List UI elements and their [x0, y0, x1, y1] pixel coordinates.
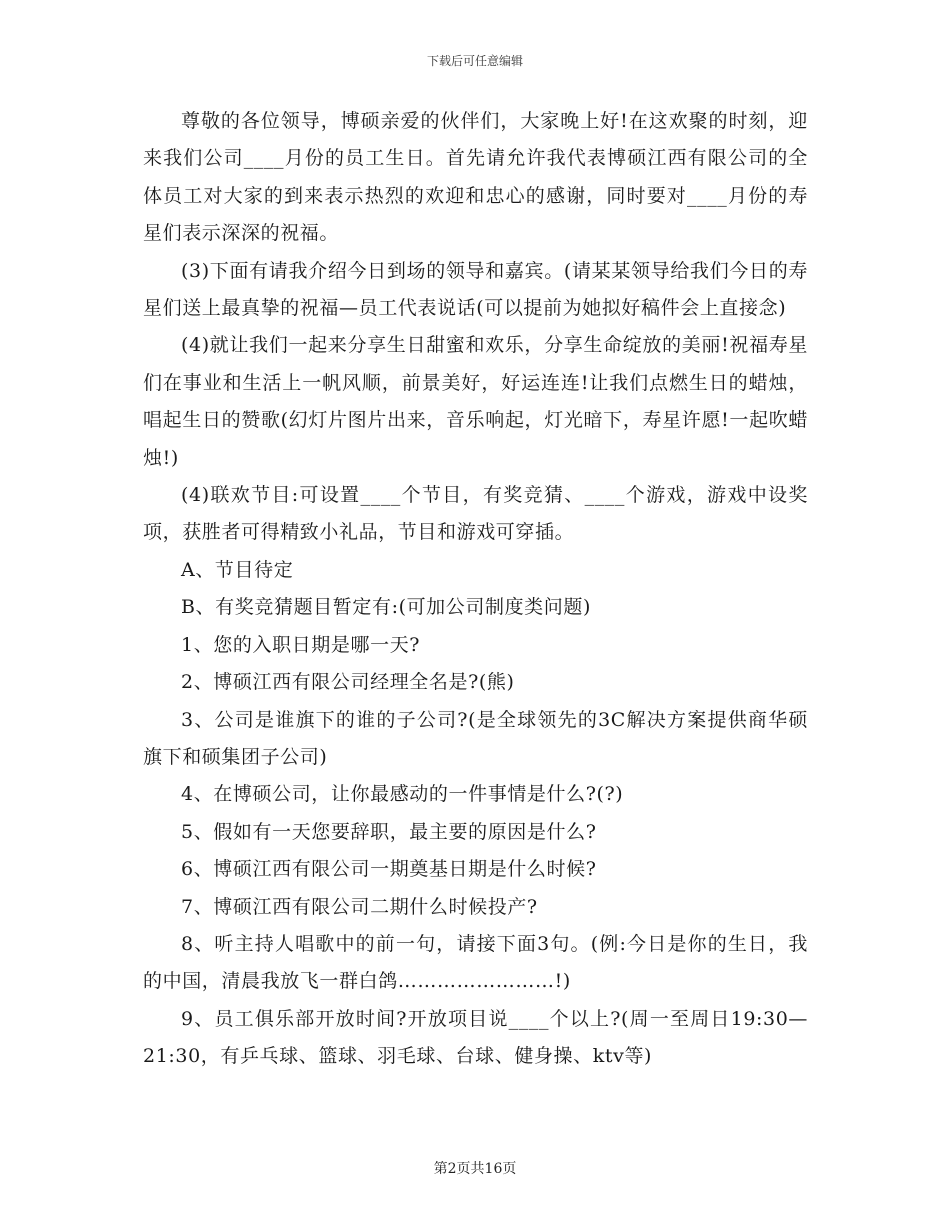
page-header-note: 下载后可任意编辑 [426, 54, 523, 68]
quiz-question-1: 1、您的入职日期是哪一天? [181, 633, 421, 656]
paragraph-guests: (3)下面有请我介绍今日到场的领导和嘉宾。(请某某领导给我们今日的寿星们送上最真挚的祝福—员工代表说话(可以提前为她拟好稿件会上直接念) [143, 259, 808, 320]
quiz-question-5: 5、假如有一天您要辞职，最主要的原因是什么? [181, 820, 597, 843]
page-footer-number: 第2页共16页 [433, 1161, 517, 1177]
quiz-question-2: 2、博硕江西有限公司经理全名是?(熊) [181, 671, 515, 694]
paragraph-candles: (4)就让我们一起来分享生日甜蜜和欢乐，分享生命绽放的美丽!祝福寿星们在事业和生活上一帆风顺，前景美好，好运连连!让我们点燃生日的蜡烛，唱起生日的赞歌(幻灯片图片出来，音乐响起，灯光暗下，寿星许愿!一起吹蜡烛!) [143, 334, 808, 469]
document-body [143, 103, 808, 1076]
quiz-question-8: 8、听主持人唱歌中的前一句，请接下面3句。(例:今日是你的生日，我的中国，清晨我放飞一群白鸽……………………!) [143, 932, 808, 993]
quiz-question-9: 9、员工俱乐部开放时间?开放项目说____个以上?(周一至周日19:30—21:30，有乒乓球、篮球、羽毛球、台球、健身操、ktv等) [143, 1007, 808, 1068]
paragraph-opening: 尊敬的各位领导，博硕亲爱的伙伴们，大家晚上好!在这欢聚的时刻，迎来我们公司____月份的员工生日。首先请允许我代表博硕江西有限公司的全体员工对大家的到来表示热烈的欢迎和忠心的感谢，同时要对____月份的寿星们表示深深的祝福。 [143, 110, 808, 245]
quiz-question-3: 3、公司是谁旗下的谁的子公司?(是全球领先的3C解决方案提供商华硕旗下和硕集团子公司) [143, 708, 808, 768]
paragraph-item-b: B、有奖竞猜题目暂定有:(可加公司制度类问题) [181, 596, 591, 619]
paragraph-item-a: A、节目待定 [181, 558, 294, 581]
quiz-question-4: 4、在博硕公司，让你最感动的一件事情是什么?(?) [181, 783, 624, 806]
quiz-question-6: 6、博硕江西有限公司一期奠基日期是什么时候? [181, 858, 597, 881]
quiz-question-7: 7、博硕江西有限公司二期什么时候投产? [181, 895, 538, 918]
paragraph-programs: (4)联欢节目:可设置____个节目，有奖竞猜、____个游戏，游戏中设奖项，获胜者可得精致小礼品，节目和游戏可穿插。 [143, 484, 808, 544]
